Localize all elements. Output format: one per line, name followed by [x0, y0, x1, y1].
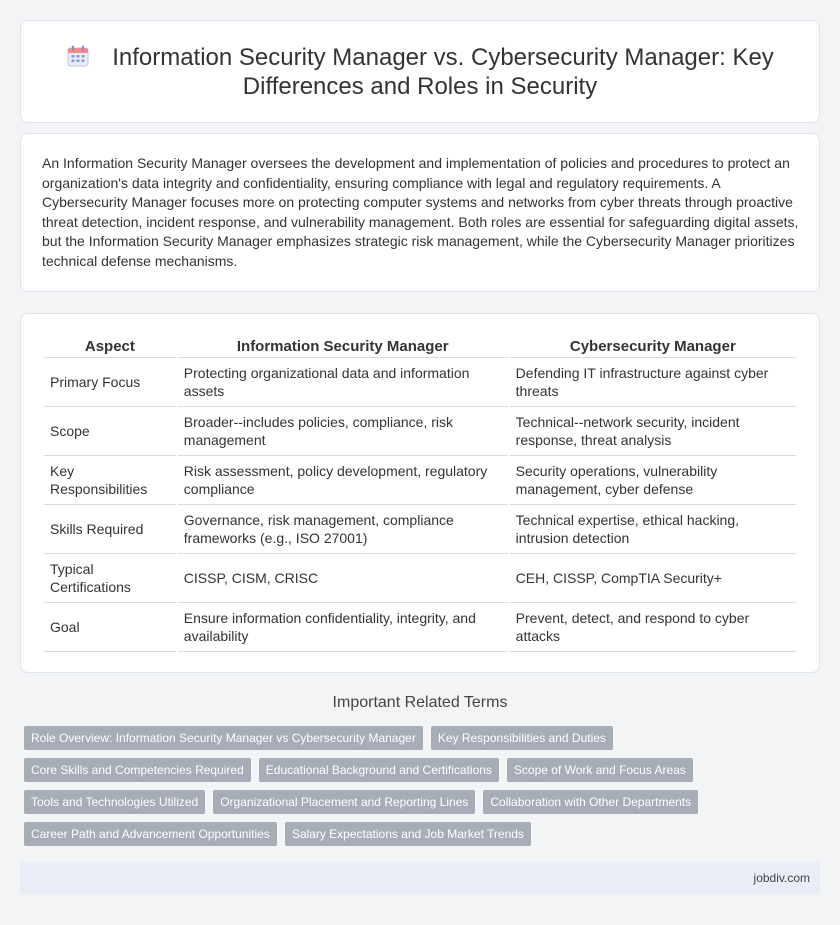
footer: [20, 862, 820, 894]
table-cell: Defending IT infrastructure against cyber threats: [510, 358, 796, 407]
related-term-tag[interactable]: Core Skills and Competencies Required: [24, 758, 251, 782]
related-term-tag[interactable]: Tools and Technologies Utilized: [24, 790, 205, 814]
page-title-block: [61, 43, 779, 101]
intro-text: An Information Security Manager oversees the development and implementation of policies and procedures to protect an organization's data integrity and confidentiality, ensuring compliance with legal and regulatory requirements. A Cybersecurity Manager focuses more on protecting computer systems and networks from cyber threats through proactive threat detection, incident response, and vulnerability management. Both roles are essential for safeguarding digital assets, but the Information Security Manager emphasizes strategic risk management, while the Cybersecurity Manager prioritizes technical defense mechanisms.: [42, 155, 799, 269]
table-cell: Risk assessment, policy development, regulatory compliance: [178, 456, 508, 505]
related-term-tag[interactable]: Scope of Work and Focus Areas: [507, 758, 693, 782]
table-cell: Typical Certifications: [44, 554, 176, 603]
table-row: [44, 456, 796, 505]
related-term-tag[interactable]: Career Path and Advancement Opportunities: [24, 822, 277, 846]
related-term-tag[interactable]: Role Overview: Information Security Manager vs Cybersecurity Manager: [24, 726, 423, 750]
intro-card: [20, 133, 820, 292]
table-cell: Skills Required: [44, 505, 176, 554]
related-terms-list: [24, 726, 820, 854]
tag-row: [24, 822, 820, 846]
table-cell: Security operations, vulnerability management, cyber defense: [510, 456, 796, 505]
table-row: [44, 407, 796, 456]
table-cell: Scope: [44, 407, 176, 456]
table-cell: Key Responsibilities: [44, 456, 176, 505]
related-term-tag[interactable]: Educational Background and Certifications: [259, 758, 499, 782]
table-cell: Ensure information confidentiality, integrity, and availability: [178, 603, 508, 652]
comparison-table-card: [20, 313, 820, 673]
calendar-icon: [66, 44, 90, 68]
table-row: [44, 554, 796, 603]
related-term-tag[interactable]: Organizational Placement and Reporting Lines: [213, 790, 475, 814]
table-cell: CISSP, CISM, CRISC: [178, 554, 508, 603]
table-row: [44, 603, 796, 652]
related-terms-heading: Important Related Terms: [332, 694, 508, 711]
related-term-tag[interactable]: Collaboration with Other Departments: [483, 790, 698, 814]
table-header-row: [44, 334, 796, 358]
table-cell: Goal: [44, 603, 176, 652]
related-term-tag[interactable]: Salary Expectations and Job Market Trends: [285, 822, 531, 846]
table-cell: Prevent, detect, and respond to cyber attacks: [510, 603, 796, 652]
table-row: [44, 505, 796, 554]
table-cell: Broader--includes policies, compliance, risk management: [178, 407, 508, 456]
table-cell: Technical--network security, incident response, threat analysis: [510, 407, 796, 456]
tag-row: [24, 758, 820, 782]
table-cell: Primary Focus: [44, 358, 176, 407]
table-cell: Technical expertise, ethical hacking, intrusion detection: [510, 505, 796, 554]
footer-site-link[interactable]: jobdiv.com: [753, 871, 810, 885]
table-cell: Governance, risk management, compliance frameworks (e.g., ISO 27001): [178, 505, 508, 554]
tag-row: [24, 726, 820, 750]
table-cell: CEH, CISSP, CompTIA Security+: [510, 554, 796, 603]
column-header: Cybersecurity Manager: [510, 334, 796, 358]
related-term-tag[interactable]: Key Responsibilities and Duties: [431, 726, 613, 750]
table-cell: Protecting organizational data and information assets: [178, 358, 508, 407]
column-header: Aspect: [44, 334, 176, 358]
header-card: [20, 20, 820, 123]
column-header: Information Security Manager: [178, 334, 508, 358]
comparison-table: [42, 334, 798, 652]
page-title: Information Security Manager vs. Cybersecurity Manager: Key Differences and Roles in Security: [112, 44, 774, 100]
table-row: [44, 358, 796, 407]
tag-row: [24, 790, 820, 814]
